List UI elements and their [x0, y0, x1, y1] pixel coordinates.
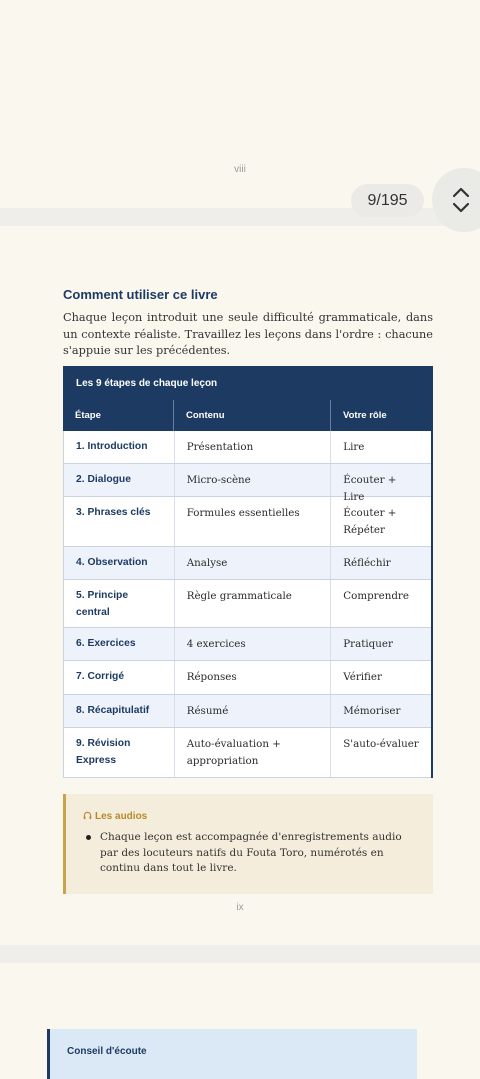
cell-content: Auto-évaluation + appropriation [174, 728, 331, 777]
cell-content: Présentation [174, 431, 331, 463]
cell-role: Écouter + Lire [330, 464, 431, 496]
column-header-role: Votre rôle [330, 400, 431, 431]
section-title: Comment utiliser ce livre [63, 287, 218, 302]
cell-content: Analyse [174, 547, 331, 579]
cell-step: 1. Introduction [76, 441, 148, 452]
tip-list [99, 830, 419, 877]
table-body [63, 431, 431, 778]
cell-step: 4. Observation [76, 557, 148, 568]
cell-step: 5. Principe central [76, 590, 129, 618]
table-header-row [63, 400, 431, 431]
table-row [63, 547, 431, 580]
cell-role: Vérifier [330, 661, 431, 694]
tip-item-text: Chaque leçon est accompagnée d'enregistrements audio par des locuteurs natifs du Fouta Toro, numérotés en continu dans tout le livre. [100, 831, 402, 874]
column-header-step: Étape [75, 410, 101, 421]
cell-step: 7. Corrigé [76, 671, 125, 682]
cell-content: Règle grammaticale [174, 580, 331, 627]
cell-role: S'auto-évaluer [330, 728, 431, 777]
column-header-content: Contenu [173, 400, 330, 431]
cell-role: Écouter + Répéter [330, 497, 431, 546]
list-item [99, 830, 419, 877]
table-row [63, 728, 431, 778]
cell-step: 9. Révision Express [76, 738, 131, 766]
table-row [63, 431, 431, 464]
table-row [63, 661, 431, 695]
page-gap-bottom [0, 945, 480, 963]
cell-step: 2. Dialogue [76, 474, 131, 485]
tip-title-text: Les audios [95, 811, 148, 822]
page-number-top: viii [234, 164, 246, 175]
cell-role: Comprendre [330, 580, 431, 627]
audio-tip-box [63, 794, 433, 894]
listening-advice-box [47, 1029, 417, 1079]
cell-role: Mémoriser [330, 695, 431, 727]
cell-content: Micro-scène [174, 464, 331, 496]
cell-role: Lire [330, 431, 431, 463]
table-row [63, 464, 431, 503]
lesson-steps-table [63, 366, 433, 778]
cell-step: 8. Récapitulatif [76, 705, 150, 716]
bullet-icon [86, 835, 91, 840]
page-counter: 9/195 [351, 184, 424, 217]
cell-role: Réfléchir [330, 547, 431, 579]
table-row [63, 497, 431, 547]
cell-step: 6. Exercices [76, 638, 136, 649]
chevron-up-down-icon [452, 186, 470, 214]
table-row [63, 580, 431, 628]
cell-content: Formules essentielles [174, 497, 331, 546]
page-number-bottom: ix [236, 902, 244, 913]
advice-title: Conseil d'écoute [67, 1046, 147, 1057]
tip-title [83, 811, 147, 822]
cell-role: Pratiquer [330, 628, 431, 660]
table-caption: Les 9 étapes de chaque leçon [63, 366, 431, 400]
cell-step: 3. Phrases clés [76, 507, 151, 518]
table-row [63, 628, 431, 661]
table-row [63, 695, 431, 728]
cell-content: 4 exercices [174, 628, 331, 660]
section-intro: Chaque leçon introduit une seule difficulté grammaticale, dans un contexte réaliste. Travaillez les leçons dans l'ordre : chacune s'appuie sur les précédentes. [63, 311, 433, 357]
headphones-icon [83, 811, 92, 820]
cell-content: Résumé [174, 695, 331, 727]
cell-content: Réponses [174, 661, 331, 694]
